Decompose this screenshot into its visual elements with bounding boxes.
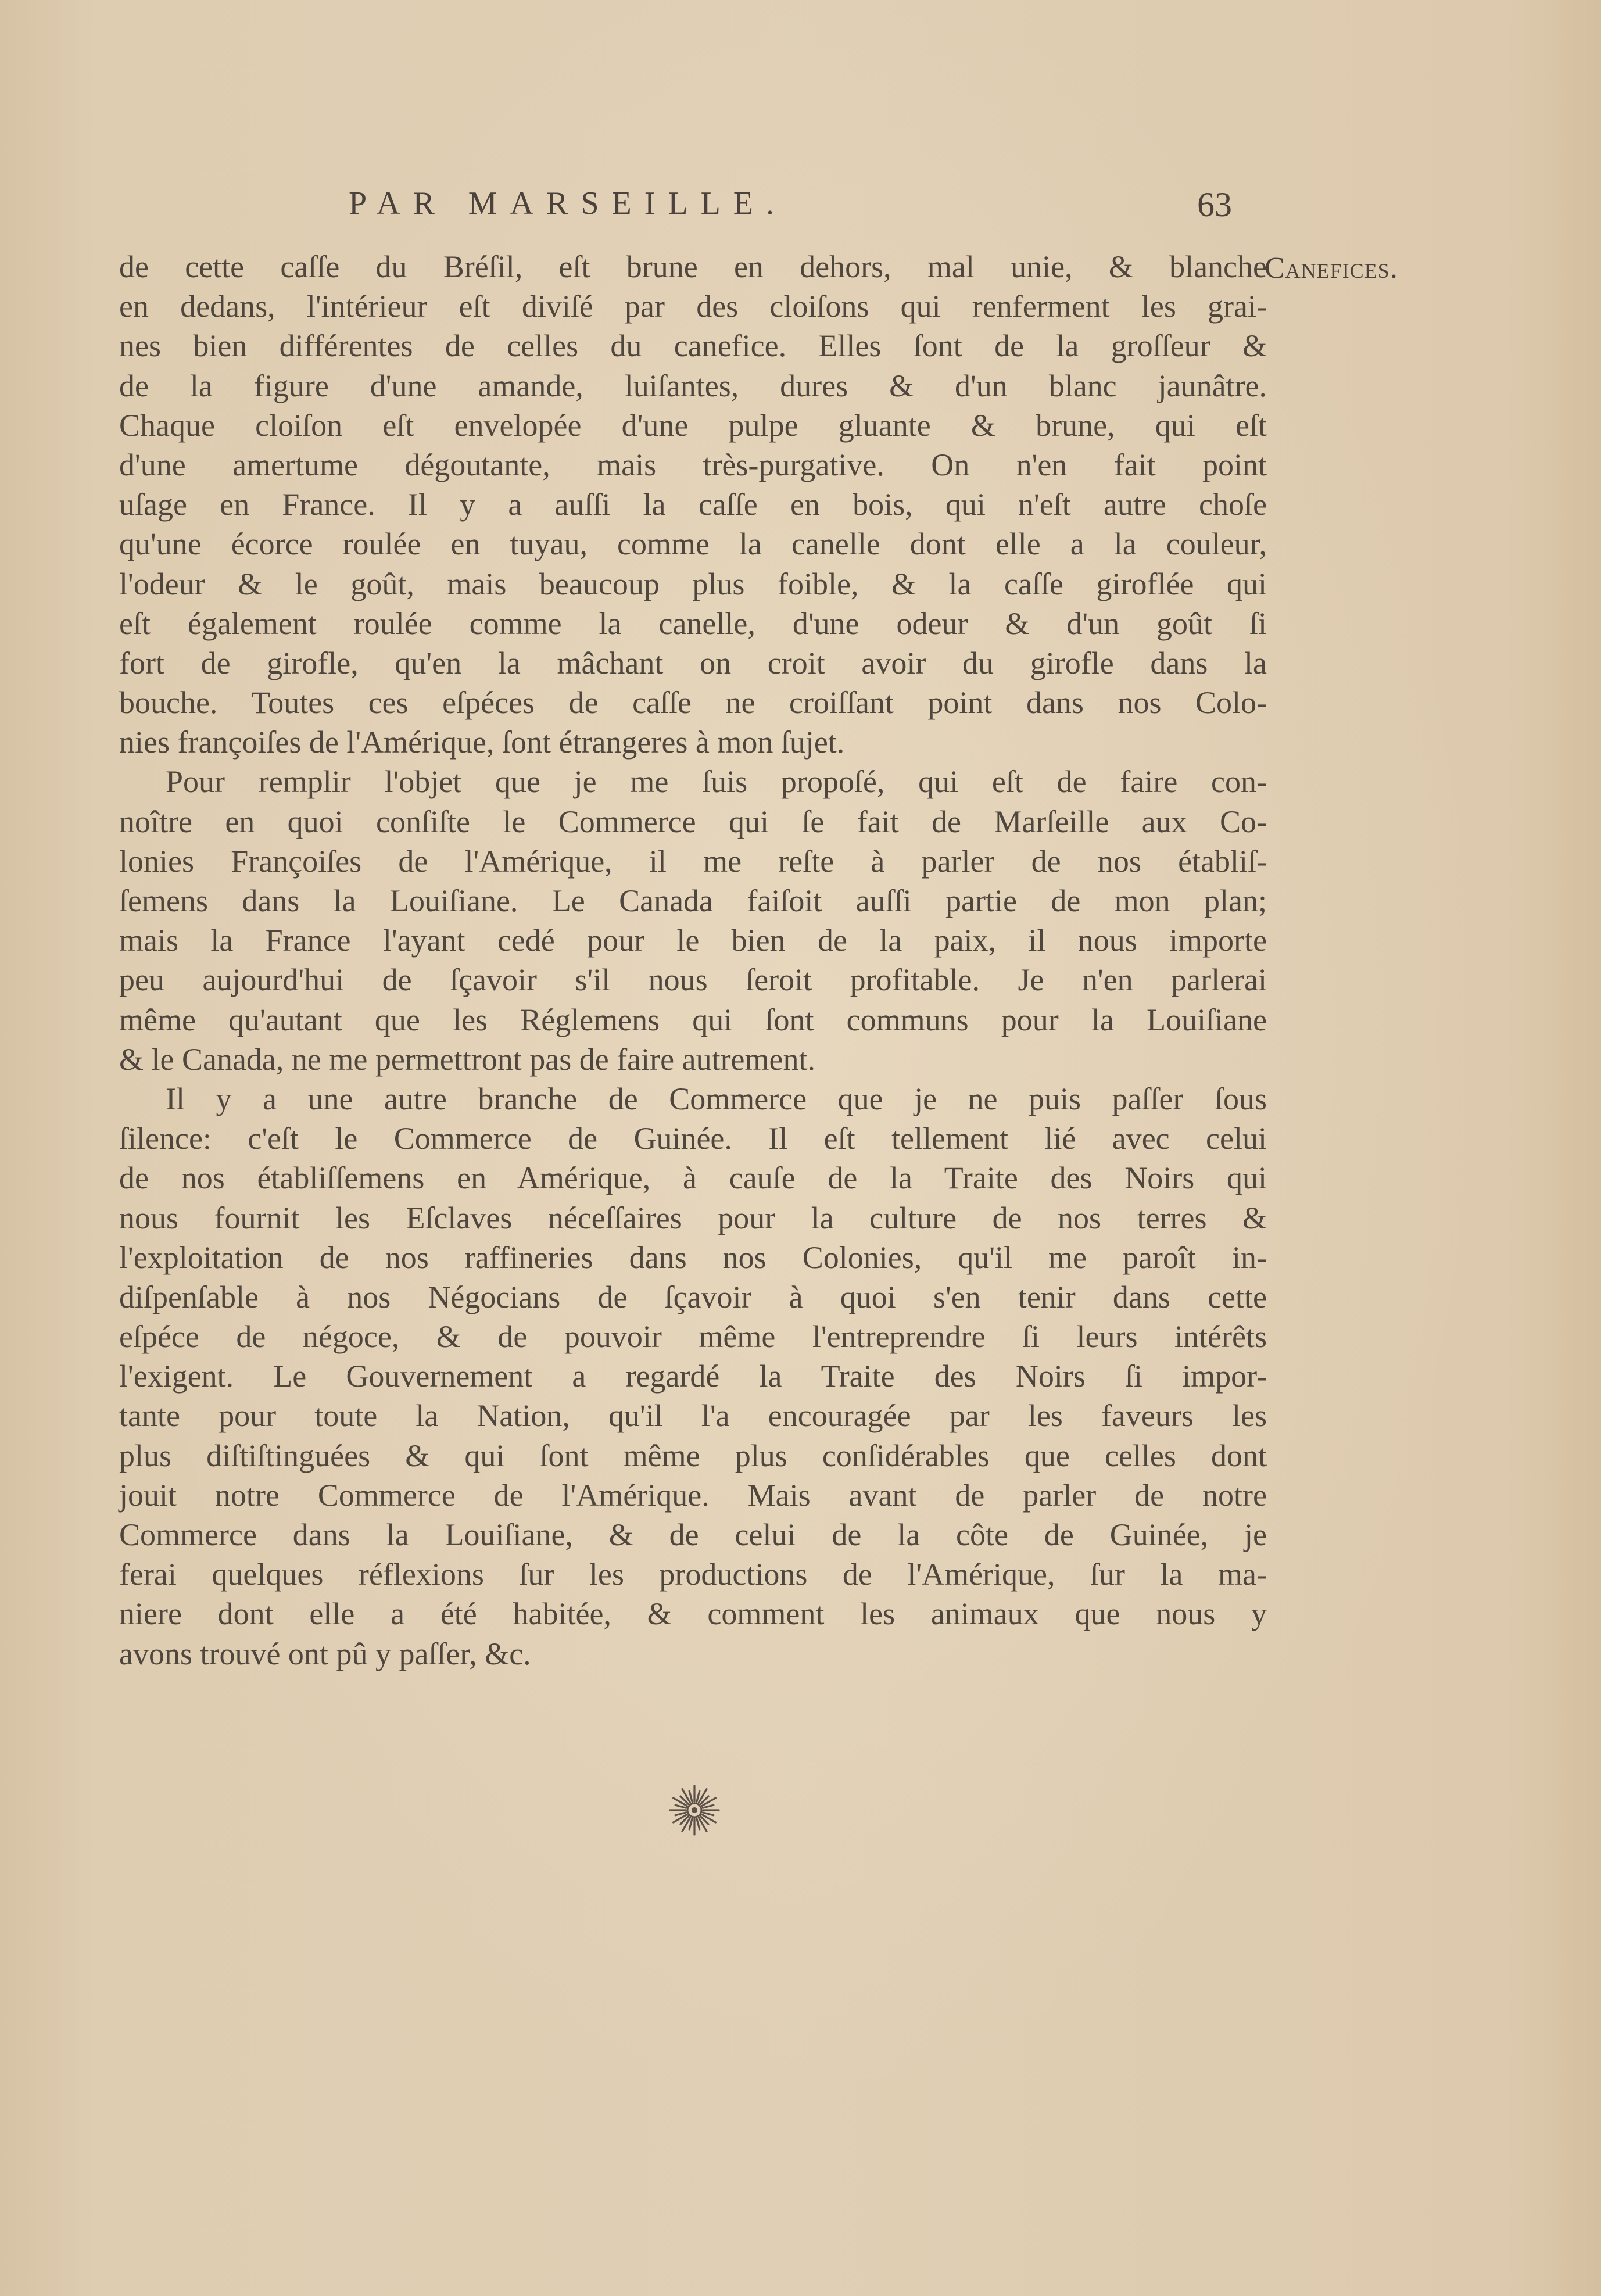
text-line: de la figure d'une amande, luiſantes, dures & d'un blanc jaunâtre. [119, 368, 1267, 403]
text-line: niere dont elle a été habitée, & comment les animaux que nous y [119, 1596, 1267, 1632]
text-line: en dedans, l'intérieur eſt diviſé par des cloiſons qui renferment les grai- [119, 289, 1267, 324]
text-line: de cette caſſe du Bréſil, eſt brune en dehors, mal unie, & blanche [119, 249, 1267, 284]
text-line: bouche. Toutes ces eſpéces de caſſe ne croiſſant point dans nos Colo- [119, 685, 1267, 721]
text-line: l'exploitation de nos raffineries dans nos Colonies, qu'il me paroît in- [119, 1240, 1267, 1275]
paragraph [119, 247, 1267, 762]
paragraph [119, 762, 1267, 1079]
text-line: ferai quelques réflexions ſur les productions de l'Amérique, ſur la ma- [119, 1557, 1267, 1592]
text-line: avons trouvé ont pû y paſſer, &c. [119, 1636, 531, 1671]
text-line: ſemens dans la Louiſiane. Le Canada faiſoit auſſi partie de mon plan; [119, 883, 1267, 918]
text-line: jouit notre Commerce de l'Amérique. Mais avant de parler de notre [119, 1477, 1267, 1513]
text-line: eſt également roulée comme la canelle, d'une odeur & d'un goût ſi [119, 606, 1267, 641]
text-line: diſpenſable à nos Négocians de ſçavoir à quoi s'en tenir dans cette [119, 1279, 1267, 1314]
text-line: mais la France l'ayant cedé pour le bien de la paix, il nous importe [119, 923, 1267, 958]
text-line: noître en quoi conſiſte le Commerce qui ſe fait de Marſeille aux Co- [119, 804, 1267, 839]
text-line: ſilence: c'eſt le Commerce de Guinée. Il eſt tellement lié avec celui [119, 1121, 1267, 1156]
text-line: l'odeur & le goût, mais beaucoup plus foible, & la caſſe giroflée qui [119, 566, 1267, 601]
text-line: tante pour toute la Nation, qu'il l'a encouragée par les faveurs les [119, 1398, 1267, 1434]
text-line: uſage en France. Il y a auſſi la caſſe en bois, qui n'eſt autre choſe [119, 487, 1267, 522]
text-line: nies françoiſes de l'Amérique, ſont étrangeres à mon ſujet. [119, 725, 845, 760]
text-line: d'une amertume dégoutante, mais très-purgative. On n'en fait point [119, 447, 1267, 482]
text-line: peu aujourd'hui de ſçavoir s'il nous ſeroit profitable. Je n'en parlerai [119, 962, 1267, 998]
sun-ornament-icon [668, 1784, 721, 1836]
running-head: PAR MARSEILLE. [349, 185, 787, 221]
text-line: plus diſtiſtinguées & qui ſont même plus conſidérables que celles dont [119, 1438, 1267, 1473]
text-line: eſpéce de négoce, & de pouvoir même l'entreprendre ſi leurs intérêts [119, 1319, 1267, 1355]
text-line: Il y a une autre branche de Commerce que je ne puis paſſer ſous [166, 1081, 1267, 1116]
text-line: Pour remplir l'objet que je me ſuis propoſé, qui eſt de faire con- [166, 764, 1267, 800]
text-line: & le Canada, ne me permettront pas de faire autrement. [119, 1041, 815, 1077]
text-line: nes bien différentes de celles du canefice. Elles ſont de la groſſeur & [119, 328, 1267, 364]
marginal-note: Canefices. [1265, 252, 1398, 285]
text-line: fort de girofle, qu'en la mâchant on croit avoir du girofle dans la [119, 645, 1267, 680]
text-line: Chaque cloiſon eſt envelopée d'une pulpe gluante & brune, qui eſt [119, 407, 1267, 443]
paragraph [119, 1079, 1267, 1674]
text-line: Commerce dans la Louiſiane, & de celui de la côte de Guinée, je [119, 1517, 1267, 1552]
text-line: même qu'autant que les Réglemens qui ſont communs pour la Louiſiane [119, 1002, 1267, 1037]
text-line: nous fournit les Eſclaves néceſſaires pour la culture de nos terres & [119, 1200, 1267, 1235]
page-number: 63 [1197, 185, 1232, 224]
text-line: qu'une écorce roulée en tuyau, comme la canelle dont elle a la couleur, [119, 526, 1267, 562]
text-line: l'exigent. Le Gouvernement a regardé la Traite des Noirs ſi impor- [119, 1359, 1267, 1394]
text-line: lonies Françoiſes de l'Amérique, il me reſte à parler de nos établiſ- [119, 843, 1267, 879]
text-line: de nos établiſſemens en Amérique, à cauſe de la Traite des Noirs qui [119, 1160, 1267, 1196]
body-text [119, 247, 1267, 1674]
